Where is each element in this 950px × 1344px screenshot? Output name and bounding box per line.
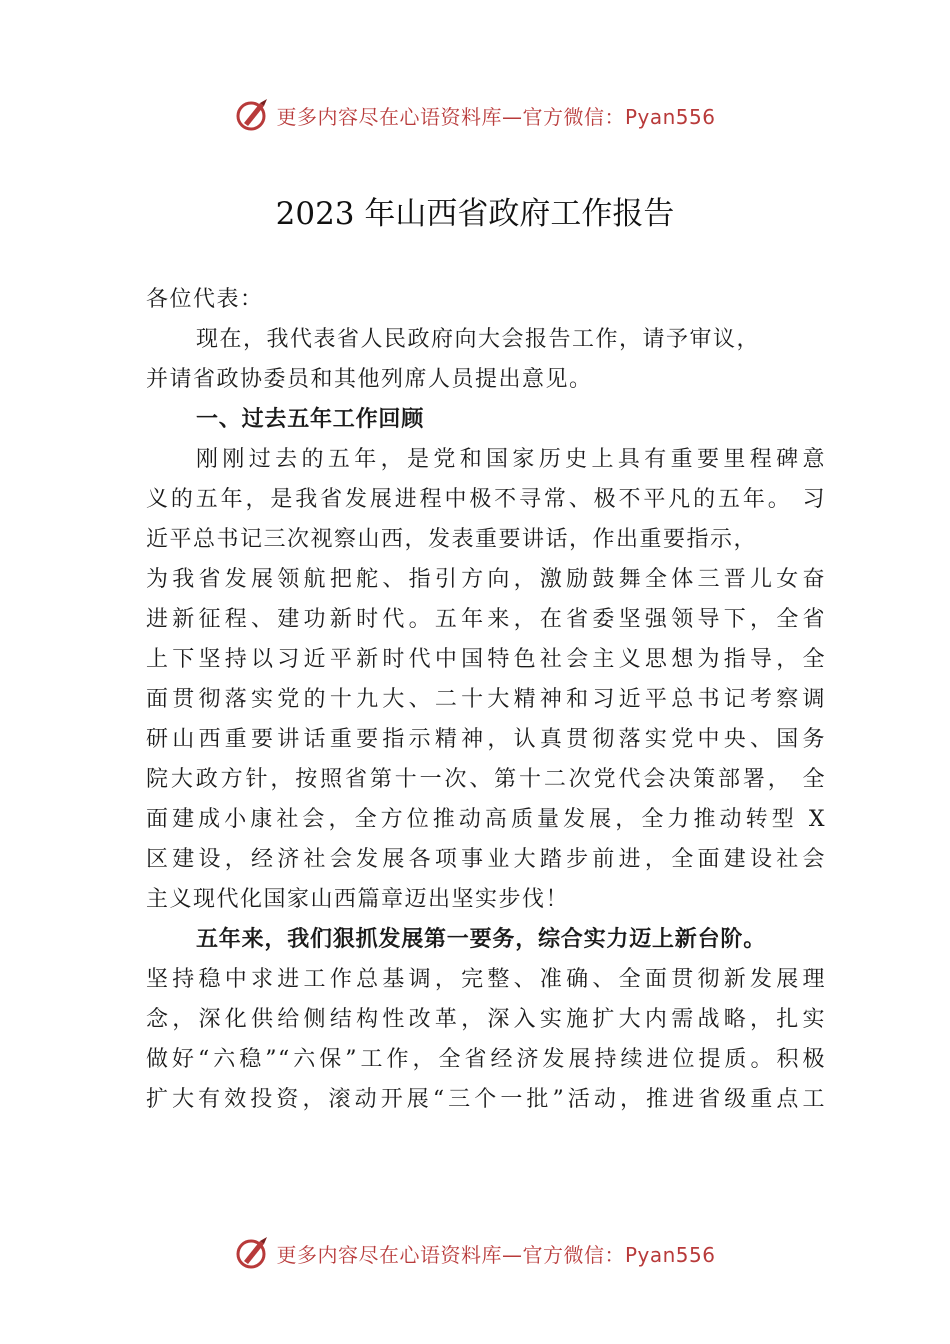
- body-line: 面贯彻落实党的十九大、二十大精神和习近平总书记考察调: [146, 687, 826, 712]
- body-line: 念，深化供给侧结构性改革，深入实施扩大内需战略，扎实: [146, 1007, 826, 1032]
- body-line: 近平总书记三次视察山西，发表重要讲话，作出重要指示，: [146, 527, 758, 552]
- body-line: 主义现代化国家山西篇章迈出坚实步伐！: [146, 887, 570, 912]
- footer-watermark-banner: [0, 1231, 950, 1275]
- header-watermark-banner: [0, 93, 950, 137]
- body-line: 院大政方针，按照省第十一次、第十二次党代会决策部署， 全: [146, 767, 826, 792]
- body-line: 上下坚持以习近平新时代中国特色社会主义思想为指导，全: [146, 647, 826, 672]
- body-line: 面建成小康社会，全方位推动高质量发展，全力推动转型 X: [146, 807, 826, 832]
- bold-lead-sentence: 五年来，我们狠抓发展第一要务，综合实力迈上新台阶。: [196, 927, 767, 952]
- document-title: 2023 年山西省政府工作报告: [275, 196, 675, 232]
- body-line: 进新征程、建功新时代。五年来，在省委坚强领导下，全省: [146, 607, 826, 632]
- salutation: 各位代表：: [146, 287, 264, 312]
- body-line: 现在，我代表省人民政府向大会报告工作，请予审议，: [196, 327, 761, 352]
- body-line: 刚刚过去的五年，是党和国家历史上具有重要里程碑意: [196, 447, 826, 472]
- body-line: 为我省发展领航把舵、指引方向，激励鼓舞全体三晋儿女奋: [146, 567, 826, 592]
- body-line: 做好“六稳”“六保”工作，全省经济发展持续进位提质。积极: [146, 1047, 826, 1072]
- section-heading: 一、过去五年工作回顾: [196, 407, 425, 432]
- body-line: 坚持稳中求进工作总基调，完整、准确、全面贯彻新发展理: [146, 967, 826, 992]
- body-line: 义的五年，是我省发展进程中极不寻常、极不平凡的五年。 习: [146, 487, 826, 512]
- banner-text: 更多内容尽在心语资料库—官方微信：Pyan556: [276, 104, 716, 129]
- body-line: 并请省政协委员和其他列席人员提出意见。: [146, 367, 593, 392]
- body-line: 研山西重要讲话重要指示精神，认真贯彻落实党中央、国务: [146, 727, 826, 752]
- banner-text: 更多内容尽在心语资料库—官方微信：Pyan556: [276, 1242, 716, 1267]
- quill-pen-seal-icon: [234, 97, 270, 133]
- body-line: 区建设，经济社会发展各项事业大踏步前进，全面建设社会: [146, 847, 826, 872]
- document-body: [146, 280, 826, 1120]
- quill-pen-seal-icon: [234, 1235, 270, 1271]
- body-line: 扩大有效投资，滚动开展“三个一批”活动，推进省级重点工: [146, 1087, 826, 1112]
